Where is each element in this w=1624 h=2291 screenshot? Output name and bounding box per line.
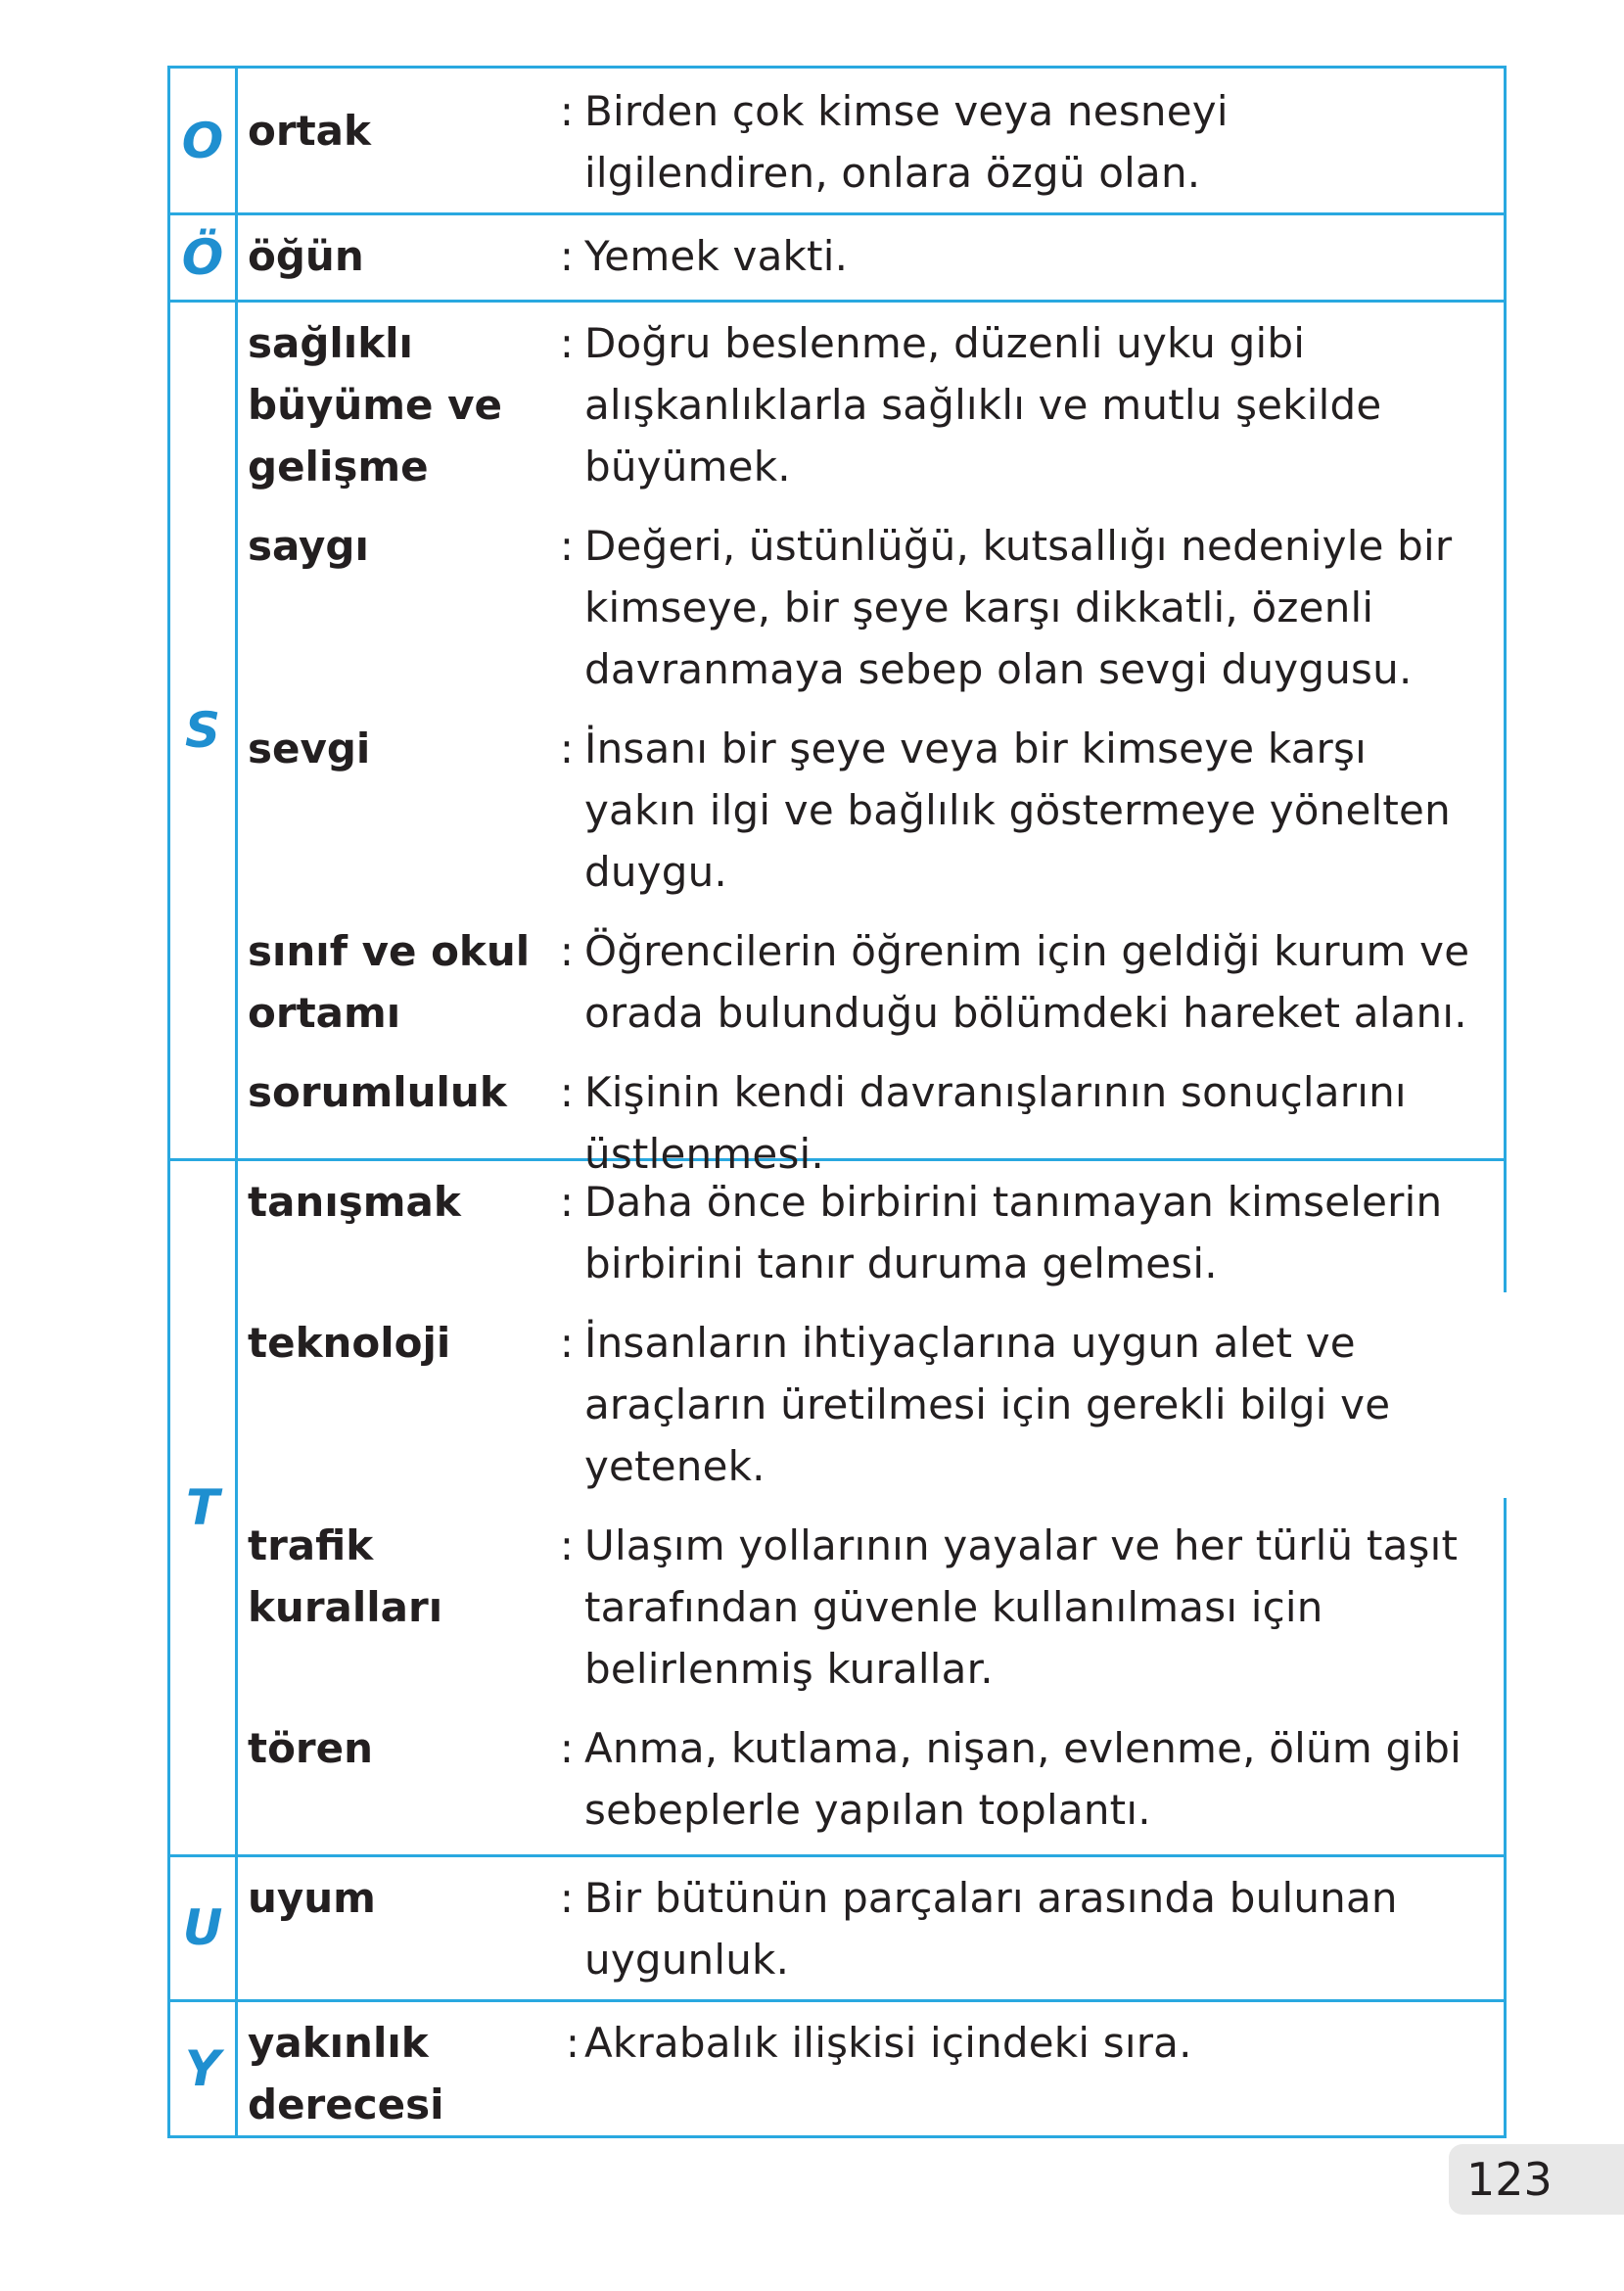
- colon: :: [559, 927, 575, 976]
- glossary-entry: [238, 1867, 1504, 1990]
- term: sağlıklı büyüme ve gelişme: [248, 319, 502, 491]
- definition: Öğrencilerin öğrenim için geldiği kurum ve orada bulunduğu bölümdeki hareket alanı.: [584, 927, 1470, 1038]
- letter-cell: [170, 1161, 238, 1853]
- term: yakınlık derecesi: [248, 2019, 444, 2128]
- term: öğün: [248, 232, 364, 281]
- letter-cell: [170, 303, 238, 1158]
- term: uyum: [248, 1873, 376, 1922]
- section-y: [170, 2002, 1504, 2135]
- glossary-entry: [238, 80, 1504, 204]
- colon: :: [559, 1873, 575, 1922]
- glossary-entry: [238, 2012, 1504, 2135]
- glossary-entry: [238, 1312, 1504, 1497]
- glossary-entry: [238, 1171, 1504, 1294]
- colon: :: [559, 1319, 575, 1368]
- section-letter: U: [182, 1899, 223, 1957]
- glossary-entry: [238, 225, 1504, 287]
- glossary-entry: [238, 312, 1504, 497]
- colon: :: [559, 1178, 575, 1227]
- page-number: 123: [1466, 2153, 1553, 2206]
- term: sevgi: [248, 725, 371, 773]
- section-oe: [170, 215, 1504, 303]
- definition: Bir bütünün parçaları arasında bulunan uygunluk.: [584, 1873, 1398, 1984]
- definition: İnsanı bir şeye veya bir kimseye karşı yakın ilgi ve bağlılık göstermeye yönelten duygu.: [584, 725, 1451, 897]
- section-letter: T: [185, 1479, 220, 1537]
- term: sınıf ve okul ortamı: [248, 927, 531, 1038]
- section-s: [170, 303, 1504, 1179]
- colon: :: [559, 87, 575, 135]
- definition: Yemek vakti.: [584, 232, 849, 281]
- colon: :: [559, 1724, 575, 1773]
- letter-cell: [170, 2002, 238, 2135]
- section-u: [170, 1857, 1504, 2002]
- entries: [238, 215, 1504, 300]
- colon: :: [559, 1521, 575, 1570]
- section-letter: O: [181, 112, 224, 169]
- glossary-entry: [238, 1717, 1504, 1841]
- glossary-entry: [238, 1515, 1504, 1700]
- definition: Kişinin kendi davranışlarının sonuçlarını üstlenmesi.: [584, 1068, 1407, 1179]
- section-letter: Ö: [181, 229, 224, 287]
- colon: :: [559, 725, 575, 773]
- glossary-entry: [238, 515, 1504, 700]
- letter-cell: [170, 69, 238, 212]
- entries: [238, 1857, 1504, 1999]
- definition: Anma, kutlama, nişan, evlenme, ölüm gibi sebeplerle yapılan toplantı.: [584, 1724, 1462, 1835]
- term: teknoloji: [248, 1319, 451, 1368]
- glossary-entry: [238, 718, 1504, 903]
- term: tören: [248, 1724, 374, 1773]
- definition: Birden çok kimse veya nesneyi ilgilendiren, onlara özgü olan.: [584, 87, 1229, 197]
- colon: :: [559, 522, 575, 571]
- glossary-table: [167, 66, 1507, 2138]
- term: sorumluluk: [248, 1068, 507, 1117]
- term: trafik kuralları: [248, 1521, 443, 1632]
- term: saygı: [248, 522, 369, 571]
- definition: Akrabalık ilişkisi içindeki sıra.: [584, 2019, 1192, 2067]
- definition: Ulaşım yollarının yayalar ve her türlü taşıt tarafından güvenle kullanılması için belirlenmiş kurallar.: [584, 1521, 1459, 1694]
- colon: :: [565, 2019, 580, 2067]
- colon: :: [559, 319, 575, 368]
- section-t: [170, 1161, 1504, 1856]
- letter-cell: [170, 1857, 238, 1999]
- term: ortak: [248, 107, 371, 155]
- colon: :: [559, 1068, 575, 1117]
- term: tanışmak: [248, 1178, 461, 1227]
- letter-cell: [170, 215, 238, 300]
- definition: Daha önce birbirini tanımayan kimselerin birbirini tanır duruma gelmesi.: [584, 1178, 1443, 1288]
- entries: [238, 69, 1504, 212]
- section-letter: S: [184, 702, 220, 760]
- definition: Doğru beslenme, düzenli uyku gibi alışkanlıklarla sağlıklı ve mutlu şekilde büyümek.: [584, 319, 1382, 491]
- entries: [238, 1161, 1504, 1853]
- section-o: [170, 69, 1504, 215]
- entries: [238, 2002, 1504, 2135]
- border-gap: [1503, 1292, 1507, 1498]
- definition: İnsanların ihtiyaçlarına uygun alet ve araçların üretilmesi için gerekli bilgi ve yetenek.: [584, 1319, 1391, 1491]
- glossary-entry: [238, 920, 1504, 1044]
- colon: :: [559, 232, 575, 281]
- entries: [238, 303, 1504, 1179]
- definition: Değeri, üstünlüğü, kutsallığı nedeniyle bir kimseye, bir şeye karşı dikkatli, özenli davranmaya sebep olan sevgi duygusu.: [584, 522, 1453, 694]
- section-letter: Y: [184, 2040, 221, 2097]
